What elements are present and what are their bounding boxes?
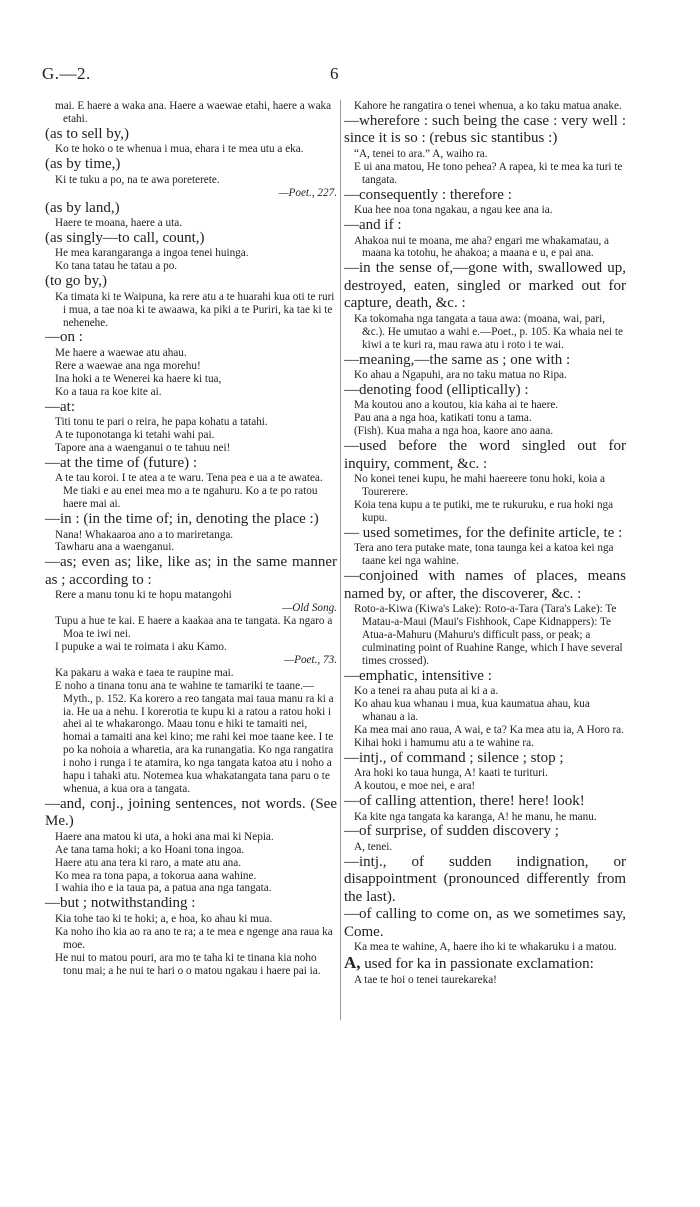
sense-heading: —in the sense of,—gone with, swallowed up, destroyed, eaten, singled or marked out for capture, death, &c. : [344, 260, 626, 312]
left-column [45, 100, 337, 977]
sense-heading: (to go by,) [45, 273, 107, 290]
example-text: Tupu a hue te kai. E haere a kaakaa ana te tangata. Ka ngaro a Moa te iwi nei. [55, 615, 333, 641]
final-example: A tae te hoi o tenei taurekareka! [354, 973, 497, 986]
source-citation: —Poet., 227. [278, 186, 337, 199]
sense-heading: —at: [45, 398, 75, 415]
example-text: Me haere a waewae atu ahau. [55, 346, 187, 359]
example-text: Ka tokomaha nga tangata a taua awa: (moana, wai, pari, &c.). He umutao a wahi e.—Poet., p. 105. Ka whaia nei te kiwi a te kuri ra, mau rawa atu i roto i te wai. [354, 312, 623, 351]
sense-heading: —of calling to come on, as we sometimes say, Come. [344, 906, 626, 940]
example-text: Kihai hoki i hamumu atu a te wahine ra. [354, 736, 534, 749]
sense-heading: — used sometimes, for the definite article, te : [344, 524, 623, 541]
sense-heading: —on : [45, 329, 83, 346]
sense-heading: —and if : [344, 217, 402, 234]
example-text: Koia tena kupu a te putiki, me te rukuruku, e rua hoki nga kupu. [354, 499, 614, 524]
example-text: I pupuke a wai te roimata i aku Kamo. [55, 640, 227, 653]
example-text: Ka timata ki te Waipuna, ka rere atu a te huarahi kua oti te ruri i mua, a tae noa ki te awaawa, ka piki a te Puriri, ka tae ki te nehenehe. [55, 290, 335, 329]
example-text: I wahia iho e ia taua pa, a patua ana nga tangata. [55, 882, 272, 895]
example-text: Haere te moana, haere a uta. [55, 217, 183, 230]
example-text: Ka kite nga tangata ka karanga, A! he manu, he manu. [354, 810, 597, 823]
example-text: Kia tohe tao ki te hoki; a, e hoa, ko ahau ki mua. [55, 912, 273, 925]
example-text: Kua hee noa tona ngakau, a ngau kee ana ia. [354, 204, 553, 217]
sense-heading: —in : (in the time of; in, denoting the place :) [45, 511, 319, 528]
final-headword: A, [344, 953, 361, 973]
final-definition: used for ka in passionate exclamation: [364, 956, 594, 973]
column-divider [340, 100, 341, 1020]
sense-heading: —at the time of (future) : [45, 454, 198, 471]
section-label: G.—2. [42, 64, 91, 83]
example-text: “A, tenei to ara.” A, waiho ra. [354, 147, 488, 160]
example-text: Ara hoki ko taua hunga, A! kaati te turituri. [354, 767, 548, 780]
example-text: Roto-a-Kiwa (Kiwa's Lake): Roto-a-Tara (Tara's Lake): Te Matau-a-Maui (Maui's Fishhook, Cape Kidnappers): Te Atua-a-Mahuru (Mahuru's difficult pass, or peak; a culminating point of Ruahine Range, which I have several times crossed). [354, 603, 623, 667]
example-text: Ka mea te wahine, A, haere iho ki te whakaruku i a matou. [354, 941, 617, 954]
sense-heading: (as to sell by,) [45, 125, 130, 142]
sense-heading: —of surprise, of sudden discovery ; [344, 823, 559, 840]
example-text: Rere a manu tonu ki te hopu matangohi [55, 589, 232, 602]
example-text: A, tenei. [354, 840, 393, 853]
example-text: Ko ahau a Ngapuhi, ara no taku matua no Ripa. [354, 369, 567, 382]
example-text: Tawharu ana a waenganui. [55, 541, 175, 554]
example-text: A te tau koroi. I te atea a te waru. Tena pea e ua a te awatea. Me tiaki e au enei mea mo a te ngahuru. Ko a te po ratou haere mai ai. [55, 472, 323, 511]
example-text: E noho a tinana tonu ana te wahine te tamariki te taane.—Myth., p. 152. Ka korero a reo tangata mai taua manu ra ki a ia. He ua a nehu. I korerotia te kupu ki a ratou a ratou hoki i ahei ai te whakarongo. Maau tonu e hiki te tamaiti nei, homai a tamaiti ana kei kino; me rahi kei moe taane kee. I te po ka nohoia a wharetia, ara ka runangatia. Ko nga rangatira i noho i runga i te atamira, ko nga tangata katoa atu i noho a hapu i tahaki atu. Notemea kua whakatangata tana paru o te whenua, a kua ora a tangata. [55, 679, 334, 795]
example-text: No konei tenei kupu, he mahi haereere tonu hoki, koia a Tourerere. [354, 473, 606, 499]
example-text: He nui to matou pouri, ara mo te taha ki te tinana kia noho tonu mai; a he nui te hari o o matou ngakau i haere pai ia. [55, 951, 321, 977]
continued-example: mai. E haere a waka ana. Haere a waewae etahi, haere a waka etahi. [55, 100, 332, 125]
example-text: Ko mea ra tona papa, a tokorua aana wahine. [55, 869, 257, 882]
sense-heading: —of calling attention, there! here! look! [344, 793, 585, 809]
example-text: Tapore ana a waenganui o te tahuu nei! [55, 441, 231, 454]
final-entry [344, 954, 626, 974]
example-text: Pau ana a nga hoa, katikati tonu a tama. [354, 412, 532, 425]
page-number: 6 [330, 64, 339, 83]
example-text: He mea karangaranga a ingoa tenei huinga. [55, 247, 249, 260]
sense-heading: —meaning,—the same as ; one with : [344, 351, 571, 368]
example-text: A koutou, e moe nei, e ara! [354, 780, 476, 793]
sense-heading: —but ; notwithstanding : [45, 895, 196, 912]
sense-heading: —and, conj., joining sentences, not words. (See Me.) [45, 795, 337, 830]
example-text: Titi tonu te pari o reira, he papa kohatu a tatahi. [55, 416, 268, 429]
example-text: Ko a tenei ra ahau puta ai ki a a. [354, 685, 499, 698]
example-text: Ma koutou ano a koutou, kia kaha ai te haere. [354, 399, 559, 412]
sense-heading: (as singly—to call, count,) [45, 229, 205, 246]
sense-heading: (as by time,) [45, 156, 121, 173]
sense-heading: —intj., of command ; silence ; stop ; [344, 749, 564, 766]
sense-heading: —denoting food (elliptically) : [344, 381, 529, 398]
sense-heading: —as; even as; like, like as; in the same manner as ; according to : [45, 554, 337, 588]
example-text: Ki te tuku a po, na te awa poreterete. [55, 173, 220, 186]
sense-heading: —intj., of sudden indignation, or disappointment (pronounced differently from the last). [344, 853, 626, 905]
example-text: Haere atu ana tera ki raro, a mate atu ana. [55, 856, 242, 869]
example-text: Ka pakaru a waka e taea te raupine mai. [55, 666, 234, 679]
example-text: (Fish). Kua maha a nga hoa, kaore ano aana. [354, 425, 554, 438]
sense-heading: —used before the word singled out for inquiry, comment, &c. : [344, 438, 626, 472]
right-column [344, 100, 626, 987]
example-text: E ui ana matou, He tono pehea? A rapea, ki te mea ka turi te tangata. [354, 160, 623, 186]
example-text: Ka mea mai ano raua, A wai, e ta? Ka mea atu ia, A Horo ra. [354, 723, 624, 736]
example-text: Ahakoa nui te moana, me aha? engari me whakamatau, a maana ka totohu, he ahakoa; a maana e u, e pai ana. [354, 234, 610, 260]
sense-heading: —wherefore : such being the case : very well : since it is so : (rebus sic stantibus :) [344, 112, 626, 147]
example-text: Ae tana tama hoki; a ko Hoani tona ingoa. [55, 843, 245, 856]
sense-heading: —consequently : therefore : [344, 186, 512, 203]
source-citation: —Poet., 73. [284, 653, 337, 666]
example-text: Nana! Whakaaroa ano a to mariretanga. [55, 528, 234, 541]
example-text: Ko tana tatau he tatau a po. [55, 260, 178, 273]
example-text: A te tuponotanga ki tetahi wahi pai. [55, 429, 215, 441]
sense-heading: —emphatic, intensitive : [344, 667, 492, 684]
example-text: Ko ahau kua whanau i mua, kua kaumatua ahau, kua whanau a ia. [354, 698, 590, 723]
right-column-body [344, 100, 626, 954]
sense-heading: (as by land,) [45, 199, 120, 216]
example-text: Rere a waewae ana nga morehu! [55, 359, 201, 372]
example-text: Ko a taua ra koe kite ai. [55, 385, 162, 398]
continued-example: Kahore he rangatira o tenei whenua, a ko taku matua anake. [354, 100, 622, 112]
example-text: Ina hoki a te Wenerei ka haere ki tua, [55, 372, 222, 385]
page-header [0, 64, 700, 86]
example-text: Ko te hoko o te whenua i mua, ehara i te mea utu a eka. [55, 143, 304, 156]
example-text: Ka noho iho kia ao ra ano te ra; a te mea e ngenge ana raua ka moe. [55, 925, 333, 951]
example-text: Tera ano tera putake mate, tona taunga kei a katoa kei nga taane kei nga wahine. [354, 542, 614, 568]
example-text: Haere ana matou ki uta, a hoki ana mai ki Nepia. [55, 830, 274, 843]
sense-heading: —conjoined with names of places, means named by, or after, the discoverer, &c. : [344, 568, 626, 602]
source-citation: —Old Song. [282, 602, 337, 615]
